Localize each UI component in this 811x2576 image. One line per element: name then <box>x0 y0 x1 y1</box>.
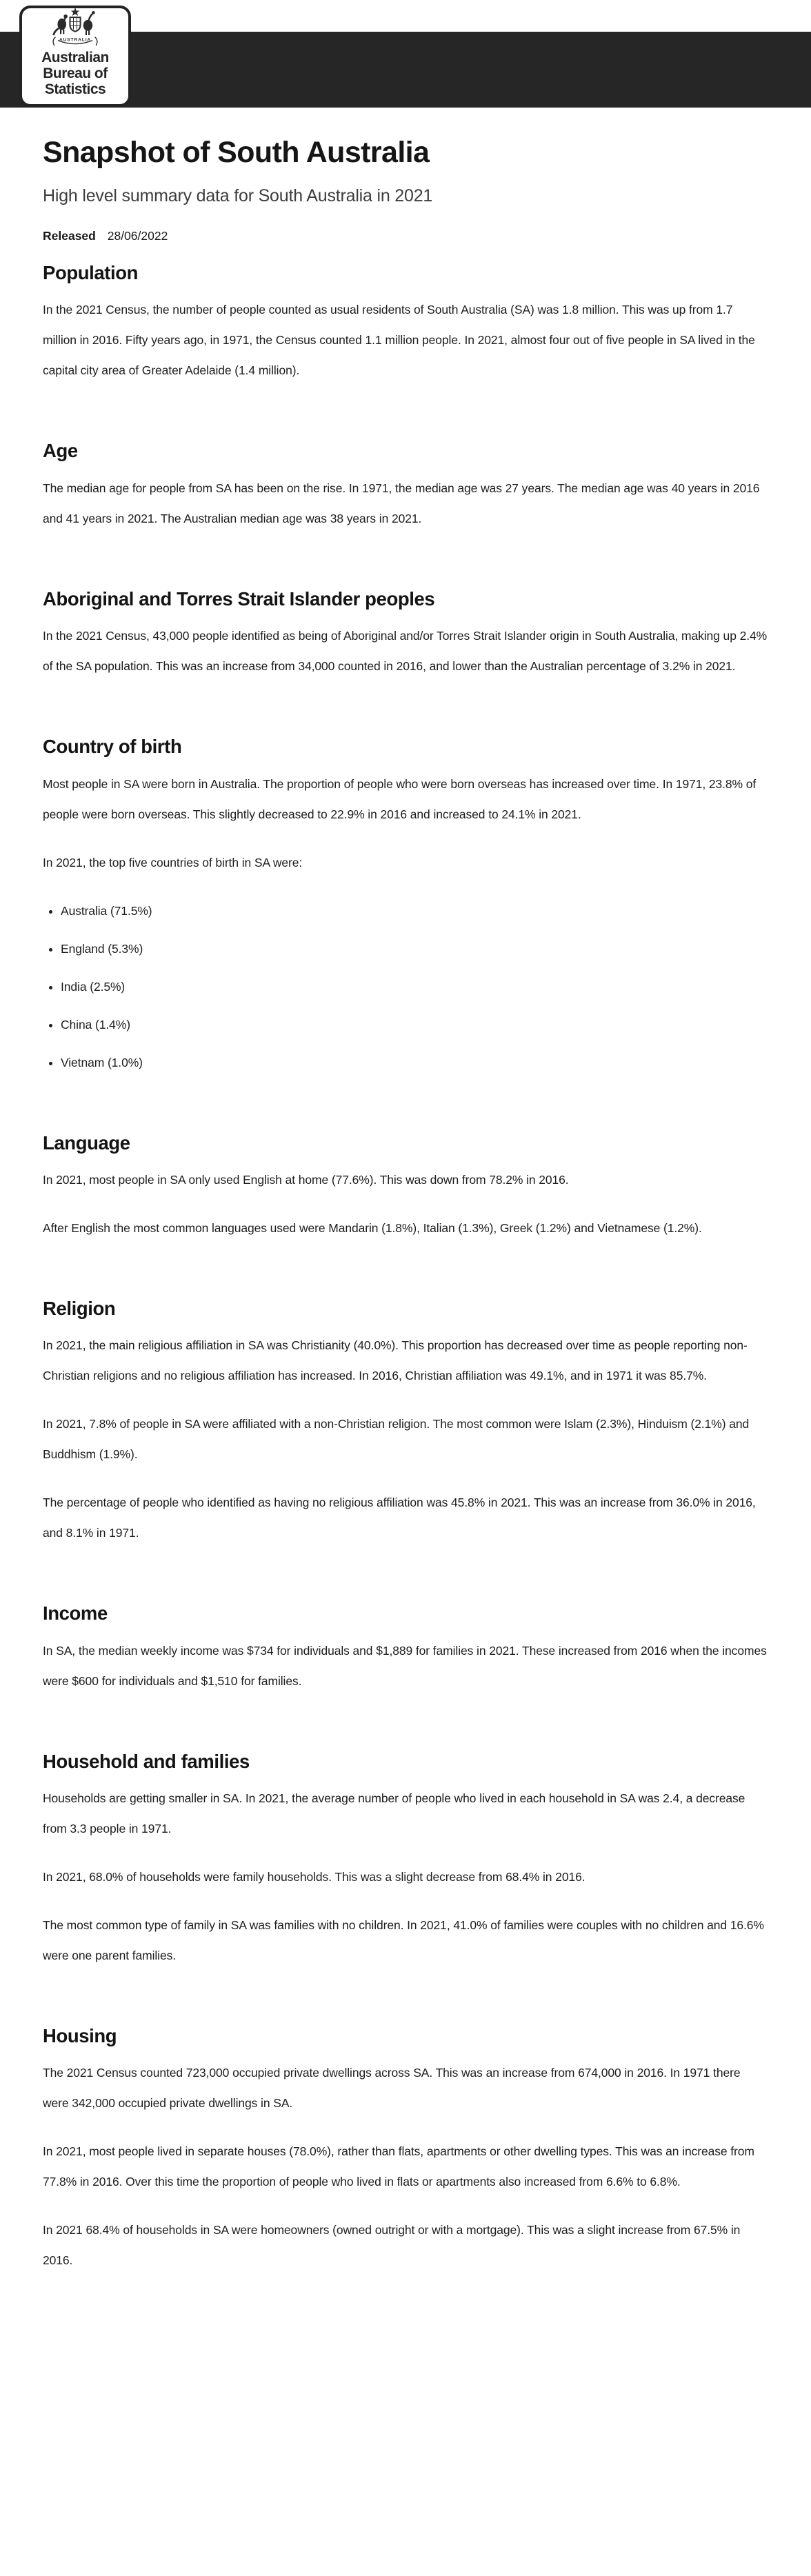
section-housing <box>43 2024 768 2275</box>
section-religion <box>43 1297 768 1548</box>
section-language <box>43 1131 768 1243</box>
section-paragraph: In 2021, 68.0% of households were family households. This was a slight decrease from 68.4% in 2016. <box>43 1870 585 1884</box>
abs-logo-line-1: Australian <box>41 50 109 66</box>
section-heading: Aboriginal and Torres Strait Islander peoples <box>43 587 435 610</box>
released-date: 28/06/2022 <box>107 229 168 243</box>
page-title: Snapshot of South Australia <box>43 136 430 169</box>
abs-logo-line-2: Bureau of <box>43 66 108 81</box>
section-paragraph: Households are getting smaller in SA. In 2021, the average number of people who lived in each household in SA was 2.4, a decrease from 3.3 people in 1971. <box>43 1791 745 1836</box>
section-aboriginal-torres-strait-islander <box>43 587 768 681</box>
abs-coat-of-arms-icon <box>37 7 114 50</box>
section-country-of-birth <box>43 735 768 1077</box>
abs-logo-banner-text: AUSTRALIA <box>59 37 92 43</box>
section-paragraph: In 2021, the top five countries of birth in SA were: <box>43 855 303 869</box>
section-population <box>43 261 768 385</box>
section-income <box>43 1602 768 1695</box>
section-paragraph: The 2021 Census counted 723,000 occupied private dwellings across SA. This was an increase from 674,000 in 2016. In 1971 there were 342,000 occupied private dwellings in SA. <box>43 2066 741 2111</box>
section-paragraph: The most common type of family in SA was families with no children. In 2021, 41.0% of families were couples with no children and 16.6% were one parent families. <box>43 1918 764 1963</box>
section-paragraph: Most people in SA were born in Australia. The proportion of people who were born overseas has increased over time. In 1971, 23.8% of people were born overseas. This slightly decreased to 22.9% in 2016 and increased to 24.1% in 2021. <box>43 776 757 821</box>
section-age <box>43 439 768 533</box>
site-header-bar <box>0 32 811 108</box>
section-heading: Age <box>43 440 78 462</box>
section-heading: Country of birth <box>43 736 182 758</box>
section-paragraph: In SA, the median weekly income was $734 for individuals and $1,889 for families in 2021. These increased from 2016 when the incomes were $600 for individuals and $1,510 for families. <box>43 1643 767 1688</box>
section-heading: Population <box>43 262 139 284</box>
section-paragraph: After English the most common languages used were Mandarin (1.8%), Italian (1.3%), Greek (1.2%) and Vietnamese (1.2%). <box>43 1220 702 1235</box>
top-countries-list <box>43 896 768 1078</box>
section-paragraph: In 2021 68.4% of households in SA were homeowners (owned outright or with a mortgage). This was a slight increase from 67.5% in 2016. <box>43 2223 741 2268</box>
section-paragraph: In the 2021 Census, 43,000 people identified as being of Aboriginal and/or Torres Strait Islander origin in South Australia, making up 2.4% of the SA population. This was an increase from 34,000 counted in 2016, and lower than the Australian percentage of 3.2% in 2021. <box>43 629 768 674</box>
section-paragraph: In 2021, most people in SA only used English at home (77.6%). This was down from 78.2% in 2016. <box>43 1172 569 1187</box>
section-heading: Housing <box>43 2025 117 2047</box>
section-heading: Household and families <box>43 1750 250 1772</box>
abs-logo-line-3: Statistics <box>44 81 106 97</box>
section-paragraph: The percentage of people who identified as having no religious affiliation was 45.8% in 2021. This was an increase from 36.0% in 2016, and 8.1% in 1971. <box>43 1496 756 1540</box>
section-heading: Income <box>43 1602 108 1624</box>
released-label: Released <box>43 229 96 243</box>
list-item: • England (5.3%) <box>61 934 768 964</box>
abs-logo[interactable] <box>19 6 131 107</box>
section-heading: Language <box>43 1131 130 1154</box>
section-heading: Religion <box>43 1297 116 1319</box>
list-item: • China (1.4%) <box>61 1009 768 1040</box>
section-paragraph: In 2021, 7.8% of people in SA were affiliated with a non-Christian religion. The most common were Islam (2.3%), Hinduism (2.1%) and Buddhism (1.9%). <box>43 1417 750 1462</box>
article-content <box>0 135 811 2321</box>
section-paragraph: In the 2021 Census, the number of people counted as usual residents of South Australia (SA) was 1.8 million. This was up from 1.7 million in 2016. Fifty years ago, in 1971, the Census counted 1.1 million people. In 2021, almost four out of five people in SA lived in the capital city area of Greater Adelaide (1.4 million). <box>43 303 755 378</box>
list-item: • India (2.5%) <box>61 972 768 1002</box>
section-household-and-families <box>43 1750 768 1971</box>
page-subtitle: High level summary data for South Australia in 2021 <box>43 185 433 205</box>
section-paragraph: In 2021, the main religious affiliation in SA was Christianity (40.0%). This proportion has decreased over time as people reporting non-Christian religions and no religious affiliation has increased. In 2016, Christian affiliation was 49.1%, and in 1971 it was 85.7%. <box>43 1338 748 1383</box>
released-row <box>43 229 768 243</box>
section-paragraph: The median age for people from SA has been on the rise. In 1971, the median age was 27 years. The median age was 40 years in 2016 and 41 years in 2021. The Australian median age was 38 years in 2021. <box>43 481 760 525</box>
list-item: • Australia (71.5%) <box>61 896 768 926</box>
section-paragraph: In 2021, most people lived in separate houses (78.0%), rather than flats, apartments or other dwelling types. This was an increase from 77.8% in 2016. Over this time the proportion of people who lived in flats or apartments also increased from 6.6% to 6.8%. <box>43 2144 754 2189</box>
list-item: • Vietnam (1.0%) <box>61 1047 768 1078</box>
